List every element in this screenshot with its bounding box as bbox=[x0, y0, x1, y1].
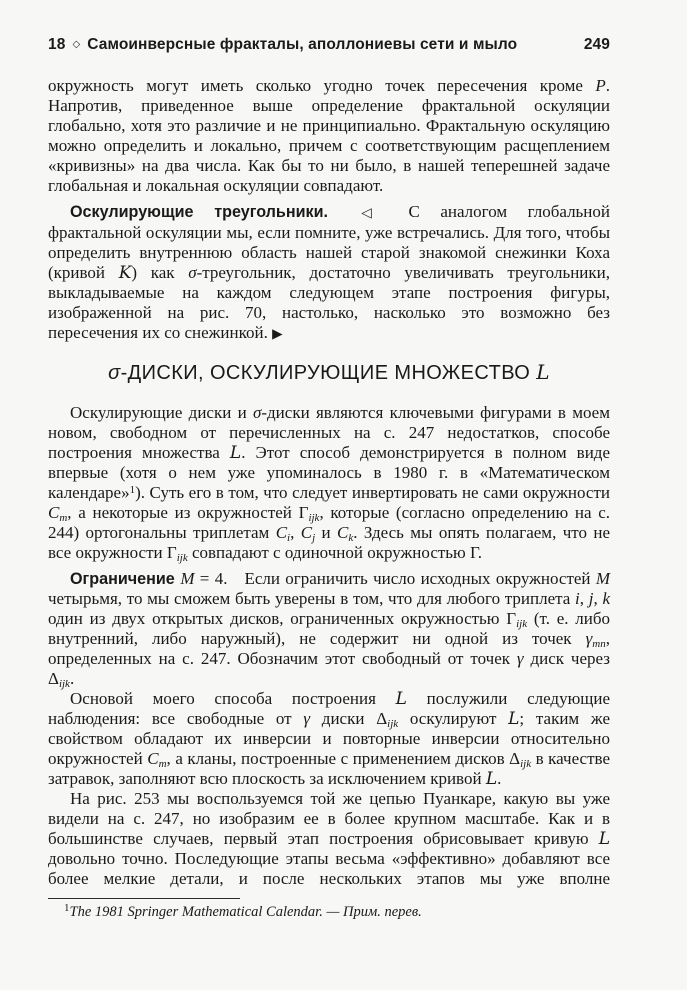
paragraph-construction-observations bbox=[48, 689, 610, 789]
text-run: L bbox=[536, 360, 550, 384]
text-run: -треугольник, достаточно увеличивать треугольники, выкладываемые на каждом следующем этапе построения фигуры, изображенной на рис. 70, настолько, насколько это возможно без пересечения их со снежинкой. bbox=[48, 263, 610, 342]
paragraph-continuation-global-osculation bbox=[48, 76, 610, 196]
text-run: σ bbox=[252, 403, 262, 422]
text-run: L bbox=[508, 709, 520, 729]
text-run: , bbox=[290, 523, 301, 542]
text-run: , которые (согласно определению на с. 244) ортогональны триплетам bbox=[48, 503, 611, 542]
text-run: Основой моего способа построения bbox=[70, 689, 396, 708]
text-run: один из двух открытых дисков, ограниченных окружностью Γ bbox=[48, 609, 517, 628]
text-run: M bbox=[595, 569, 611, 588]
text-run: mn bbox=[592, 638, 606, 650]
footnote-rule bbox=[48, 898, 240, 899]
text-run: P bbox=[595, 76, 606, 95]
text-run: σ bbox=[188, 263, 197, 282]
paragraph-poincare-chain bbox=[48, 789, 610, 889]
text-run: C bbox=[48, 503, 60, 522]
text-run: C bbox=[147, 749, 159, 768]
text-run: σ bbox=[108, 362, 121, 384]
text-run: γ bbox=[585, 629, 593, 648]
paragraph-osculating-triangles bbox=[48, 202, 610, 344]
footnote-text bbox=[48, 903, 610, 921]
text-run: ijk bbox=[387, 718, 399, 730]
text-run: , bbox=[579, 589, 589, 608]
text-run: M bbox=[180, 569, 195, 588]
section-heading bbox=[48, 359, 610, 386]
text-run: L bbox=[598, 829, 610, 849]
text-run: диски Δ bbox=[310, 709, 388, 728]
text-run: ijk bbox=[176, 552, 188, 564]
text-run: L bbox=[395, 689, 407, 709]
text-run: совпадают с одиночной окружностью Γ. bbox=[187, 543, 483, 562]
text-run: k bbox=[348, 532, 354, 544]
text-run: i bbox=[575, 589, 580, 608]
text-run: 1 bbox=[64, 902, 70, 914]
text-run: ijk bbox=[520, 758, 532, 770]
text-run: Оскулирующие диски и bbox=[70, 403, 253, 422]
text-run: На рис. 253 мы воспользуемся той же цепью Пуанкаре, какую вы уже видели на с. 247, но изобразим ее в более крупном масштабе. Как и в большинстве случаев, первый этап построения обрисовывает кривую bbox=[48, 789, 610, 848]
text-run: С аналогом глобальной фрактальной оскуляции мы, если помните, уже встречались. Для того, чтобы определить внутреннюю область нашей старой знакомой снежинки Коха (кривой bbox=[48, 202, 610, 282]
text-run: , а некоторые из окружностей Γ bbox=[67, 503, 309, 522]
text-run bbox=[328, 202, 345, 221]
text-run: довольно точно. Последующие этапы весьма «эффективно» добавляют все более мелкие детали, и после нескольких этапов мы уже вполне bbox=[48, 849, 610, 888]
text-run: 1 bbox=[129, 484, 136, 496]
text-run: , bbox=[593, 589, 603, 608]
text-run: четырьмя, то мы сможем быть уверены в том, что для любого триплета bbox=[48, 589, 576, 608]
diamond-icon: ◇ bbox=[72, 39, 81, 50]
page-number: 249 bbox=[583, 36, 610, 53]
text-run: γ bbox=[303, 709, 311, 728]
page-body bbox=[48, 76, 610, 889]
text-run: и bbox=[315, 523, 338, 542]
chapter-heading bbox=[48, 36, 517, 54]
chapter-number: 18 bbox=[48, 36, 66, 53]
text-run: j bbox=[588, 589, 594, 608]
text-run: m bbox=[59, 512, 68, 524]
text-run: C bbox=[275, 523, 288, 542]
inline-symbol: ▶ bbox=[272, 326, 283, 342]
text-run: ). Суть его в том, что следует инвертировать не сами окружности bbox=[135, 483, 610, 502]
text-run: L bbox=[485, 769, 498, 789]
text-run: ; таким же свойством обладают их инверсии и повторные инверсии относительно окружностей bbox=[48, 709, 610, 768]
text-run: Оскулирующие треугольники. bbox=[70, 203, 329, 221]
text-run: , а кланы, построенные с применением дисков Δ bbox=[166, 749, 521, 768]
running-head bbox=[48, 36, 610, 54]
text-run: Ограничение bbox=[70, 570, 181, 588]
text-run: , определенных на с. 247. Обозначим этот свободный от точек bbox=[48, 629, 610, 668]
text-run: (т. е. либо внутренний, либо наружный), не содержит ни одной из точек bbox=[48, 609, 610, 648]
text-run: ijk bbox=[58, 678, 70, 690]
text-run: = 4. bbox=[194, 569, 228, 588]
text-run: C bbox=[337, 523, 349, 542]
text-run: -ДИСКИ, ОСКУЛИРУЮЩИЕ МНОЖЕСТВО bbox=[120, 362, 537, 384]
text-run: γ bbox=[516, 649, 524, 668]
chapter-title: Самоинверсные фракталы, аполлониевы сети и мыло bbox=[87, 36, 518, 53]
text-run: диск через Δ bbox=[48, 649, 610, 688]
text-run: . Здесь мы опять полагаем, что не все окружности Γ bbox=[48, 523, 610, 562]
text-run: Если ограничить число исходных окружностей bbox=[227, 569, 596, 588]
text-run: послужили следующие наблюдения: все свободные от bbox=[48, 689, 611, 728]
text-run: j bbox=[312, 532, 316, 544]
text-run: . Напротив, приведенное выше определение фрактальной оскуляции глобально, хотя это различие и не принципиально. Фрактальную оскуляцию можно определить и локально, причем с соответствующим расщеплением «кривизны» на два числа. Как бы то ни было, в нашей теперешней задаче глобальная и локальная оскуляции совпадают. bbox=[48, 76, 610, 195]
text-run: . bbox=[69, 669, 75, 688]
text-run: ijk bbox=[308, 512, 320, 524]
footnote bbox=[48, 898, 610, 921]
text-run: окружность могут иметь сколько угодно точек пересечения кроме bbox=[48, 76, 596, 95]
text-run: k bbox=[602, 589, 610, 608]
text-run: m bbox=[158, 758, 167, 770]
paragraph-restriction-m-equals-4 bbox=[48, 569, 610, 689]
text-run: i bbox=[287, 532, 291, 544]
text-run: ijk bbox=[516, 618, 528, 630]
text-run: оскулируют bbox=[398, 709, 509, 728]
text-run: в качестве затравок, заполняют всю плоскость за исключением кривой bbox=[48, 749, 611, 788]
text-run: . Этот способ демонстрируется в полном виде впервые (хотя о нем уже упоминалось в 1980 г. в «Математическом календаре» bbox=[48, 443, 610, 502]
text-run: -диски являются ключевыми фигурами в моем новом, свободном от перечисленных на с. 247 недостатков, способе построения множества bbox=[48, 403, 610, 462]
text-run: C bbox=[300, 523, 313, 542]
inline-symbol: ◁ bbox=[345, 205, 388, 221]
text-run: The 1981 Springer Mathematical Calendar. — Прим. перев. bbox=[69, 904, 422, 920]
text-run: L bbox=[229, 443, 242, 463]
paragraph-osculating-disks-intro bbox=[48, 403, 610, 563]
text-run: ) как bbox=[131, 263, 189, 282]
text-run: K bbox=[118, 263, 132, 283]
text-run: . bbox=[497, 769, 502, 788]
